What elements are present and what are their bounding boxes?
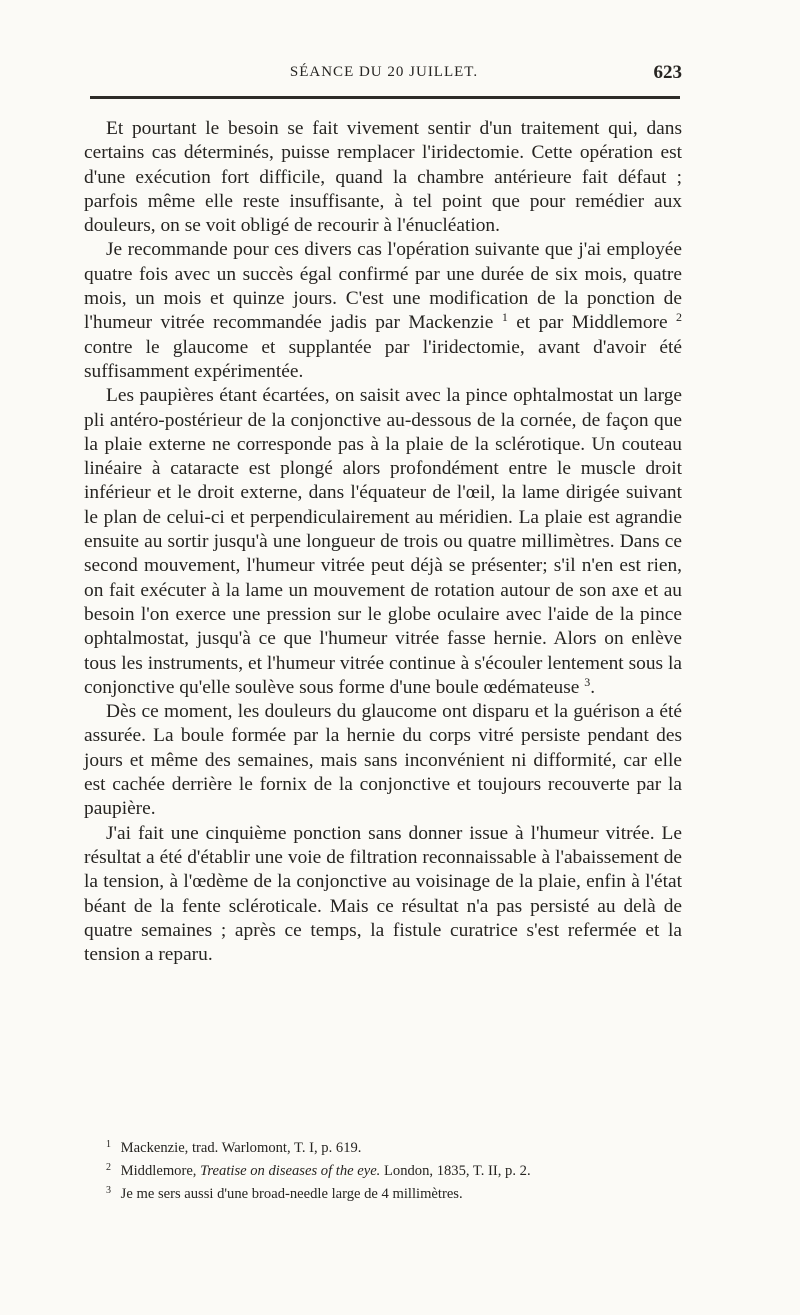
running-title: SÉANCE DU 20 JUILLET.	[289, 64, 479, 80]
paragraph-3	[84, 384, 682, 700]
footnote-2-text-after: London, 1835, T. II, p. 2.	[380, 1162, 531, 1179]
footnote-2-book-title: Treatise on diseases of the eye.	[200, 1162, 381, 1179]
paragraph-2-text-1: Je recommande pour ces divers cas l'opération suivante que j'ai employée quatre fois avec un succès égal confirmé par une durée de six mois, quatre mois, un mois et quinze jours. C'est une modification de la ponction de l'humeur vitrée recommandée jadis par Mackenzie	[84, 239, 682, 334]
paragraph-2-text-2: et par Middlemore	[507, 312, 668, 334]
paragraph-3-text-1: Les paupières étant écartées, on saisit avec la pince ophtalmostat un large pli antéro-postérieur de la conjonctive au-dessous de la cornée, de façon que la plaie externe ne corresponde pas à la plaie de la sclérotique. Un couteau linéaire à cataracte est plongé alors profondément entre le muscle droit inférieur et le droit externe, dans l'équateur de l'œil, la lame dirigée suivant le plan de celui-ci et perpendiculairement au méridien. La plaie est agrandie ensuite au sortir jusqu'à une longueur de trois ou quatre millimètres. Dans ce second mouvement, l'humeur vitrée peut déjà se présenter; s'il n'en est rien, on fait exécuter à la lame un mouvement de rotation autour de son axe et au besoin l'on exerce une pression sur le globe oculaire avec l'aide de la pince ophtalmostat, jusqu'à ce que l'humeur vitrée fasse hernie. Alors on enlève tous les instruments, et l'humeur vitrée continue à s'écouler lentement sous la conjonctive qu'elle soulève sous forme d'une boule œdémateuse	[84, 385, 682, 698]
page-number: 623	[653, 62, 682, 83]
footnote-ref-3: 3	[584, 674, 591, 689]
footnote-ref-1: 1	[501, 310, 508, 325]
main-text	[84, 117, 682, 967]
footnote-ref-2: 2	[676, 310, 683, 325]
footnote-1-text: Mackenzie, trad. Warlomont, T. I, p. 619.	[120, 1140, 362, 1156]
paragraph-2-text-3: contre le glaucome et supplantée par l'iridectomie, avant d'avoir été suffisamment expérimentée.	[84, 336, 682, 382]
footnote-3-text: Je me sers aussi d'une broad-needle large de 4 millimètres.	[120, 1185, 463, 1202]
footnote-2: 2 Middlemore, Treatise on diseases of the eye. London, 1835, T. II, p. 2.	[106, 1161, 531, 1179]
paragraph-4: Dès ce moment, les douleurs du glaucome ont disparu et la guérison a été assurée. La boule formée par la hernie du corps vitré persiste pendant des jours et même des semaines, mais sans inconvénient ni difformité, car elle est cachée derrière le fornix de la conjonctive et toujours recouverte par la paupière.	[84, 701, 682, 820]
paragraph-1: Et pourtant le besoin se fait vivement sentir d'un traitement qui, dans certains cas déterminés, puisse remplacer l'iridectomie. Cette opération est d'une exécution fort difficile, quand la chambre antérieure fait défaut ; parfois même elle reste insuffisante, à tel point que pour remédier aux douleurs, on se voit obligé de recourir à l'énucléation.	[84, 118, 682, 237]
footnote-2-text-before: Middlemore,	[120, 1162, 201, 1179]
paragraph-2	[84, 238, 682, 384]
paragraph-3-text-2: .	[590, 676, 596, 698]
running-head	[86, 60, 682, 90]
footnote-1: 1 Mackenzie, trad. Warlomont, T. I, p. 619.	[106, 1139, 362, 1156]
footnote-3: 3 Je me sers aussi d'une broad-needle large de 4 millimètres.	[106, 1184, 463, 1202]
header-rule	[90, 96, 680, 99]
footnotes	[106, 1137, 696, 1205]
paragraph-5: J'ai fait une cinquième ponction sans donner issue à l'humeur vitrée. Le résultat a été d'établir une voie de filtration reconnaissable à l'abaissement de la tension, à l'œdème de la conjonctive au voisinage de la plaie, enfin à l'état béant de la fente scléroticale. Mais ce résultat n'a pas persisté au delà de quatre semaines ; après ce temps, la fistule curatrice s'est refermée et la tension a reparu.	[84, 822, 682, 966]
